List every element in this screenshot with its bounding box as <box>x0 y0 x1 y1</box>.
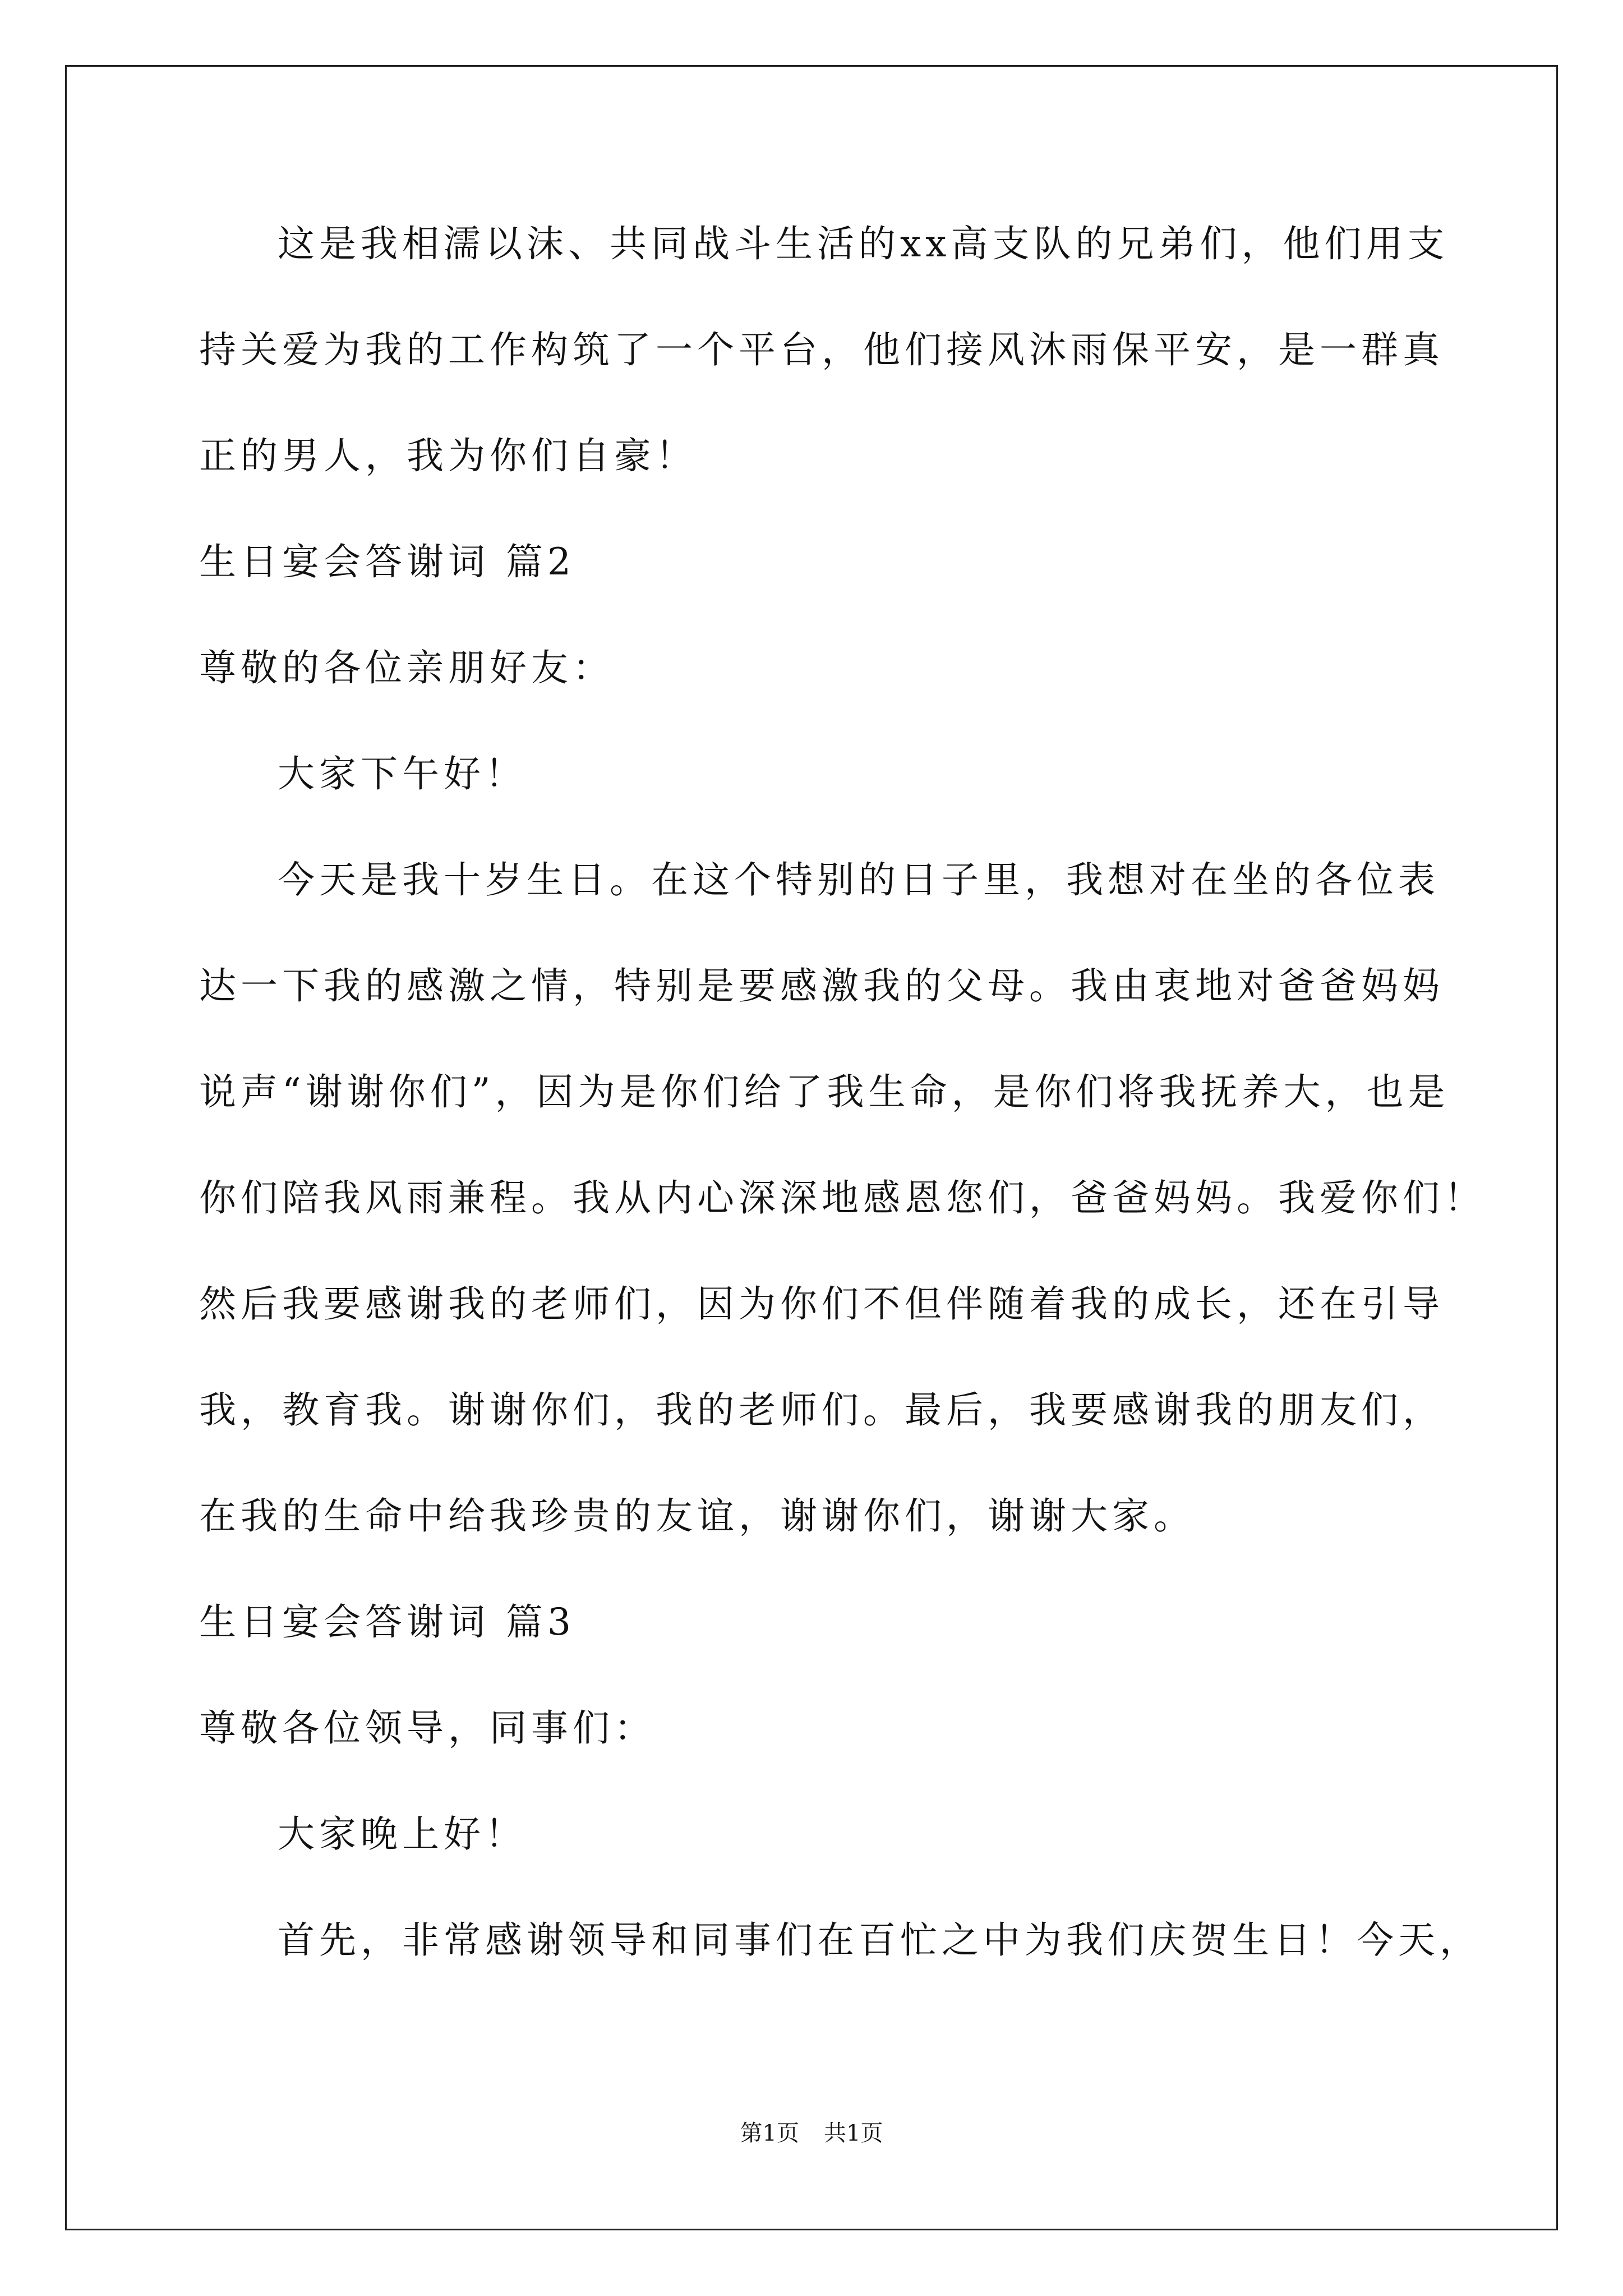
salutation: 尊敬的各位亲朋好友： <box>199 646 614 689</box>
greeting: 大家下午好！ <box>278 752 527 795</box>
section-heading: 生日宴会答谢词 篇2 <box>199 540 575 583</box>
paragraph-line: 你们陪我风雨兼程。我从内心深深地感恩您们，爸爸妈妈。我爱你们！ <box>199 1176 1486 1220</box>
paragraph-line: 我，教育我。谢谢你们，我的老师们。最后，我要感谢我的朋友们， <box>199 1388 1444 1432</box>
greeting: 大家晚上好！ <box>278 1812 527 1856</box>
page-total: 共1页 <box>824 2120 883 2146</box>
paragraph-line: 说声“谢谢你们”，因为是你们给了我生命，是你们将我抚养大，也是 <box>199 1070 1450 1114</box>
paragraph-line: 在我的生命中给我珍贵的友谊，谢谢你们，谢谢大家。 <box>199 1494 1195 1538</box>
paragraph-line: 正的男人，我为你们自豪！ <box>199 434 697 477</box>
paragraph-line: 这是我相濡以沫、共同战斗生活的xx高支队的兄弟们，他们用支 <box>278 222 1449 265</box>
section-heading: 生日宴会答谢词 篇3 <box>199 1600 575 1644</box>
paragraph-line: 持关爱为我的工作构筑了一个平台，他们接风沐雨保平安，是一群真 <box>199 328 1444 371</box>
document-body <box>199 218 1486 2020</box>
salutation: 尊敬各位领导，同事们： <box>199 1706 656 1750</box>
paragraph-line: 今天是我十岁生日。在这个特别的日子里，我想对在坐的各位表 <box>278 858 1440 901</box>
page-footer <box>0 2119 1623 2147</box>
page-number: 第1页 <box>740 2120 799 2146</box>
paragraph-line: 达一下我的感激之情，特别是要感激我的父母。我由衷地对爸爸妈妈 <box>199 964 1444 1007</box>
paragraph-line: 首先，非常感谢领导和同事们在百忙之中为我们庆贺生日！今天， <box>278 1918 1481 1962</box>
paragraph-line: 然后我要感谢我的老师们，因为你们不但伴随着我的成长，还在引导 <box>199 1282 1444 1326</box>
